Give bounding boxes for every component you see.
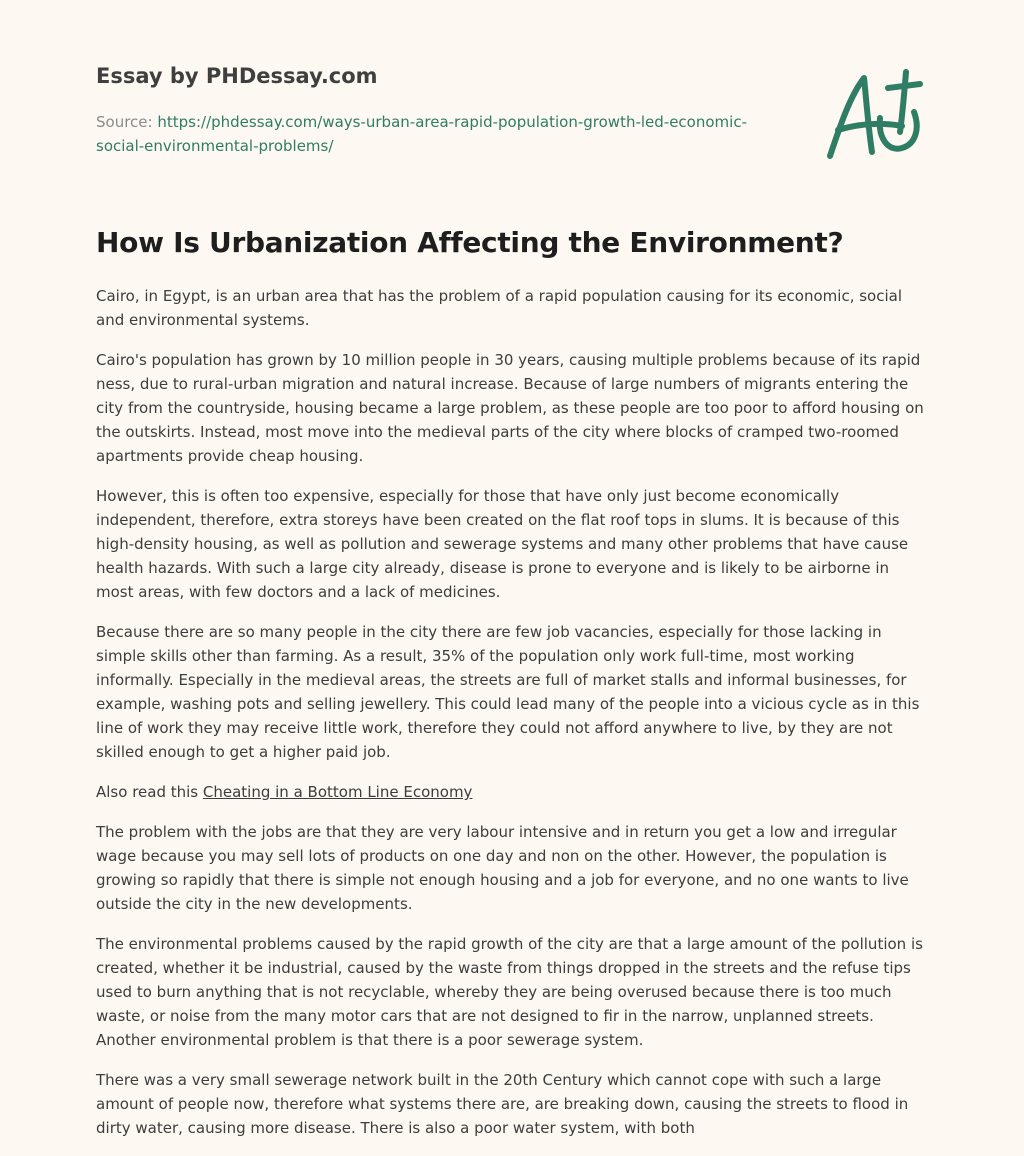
paragraph: The problem with the jobs are that they are very labour intensive and in return you get a low and irregular wage because you may sell lots of products on one day and non on the other. However, the population is growing so rapidly that there is simple not enough housing and a job for everyone, and no one wants to live outside the city in the new developments. — [96, 823, 909, 913]
a-plus-logo — [818, 66, 928, 166]
paragraph: However, this is often too expensive, especially for those that have only just become economically independent, therefore, extra storeys have been created on the flat roof tops in slums. It is because of this high-density housing, as well as pollution and sewerage systems and many other problems that have cause health hazards. With such a large city already, disease is prone to everyone and is likely to be airborne in most areas, with few doctors and a lack of medicines. — [96, 487, 909, 601]
paragraph: There was a very small sewerage network built in the 20th Century which cannot cope with such a large amount of people now, therefore what systems there are, are breaking down, causing the streets to flood in dirty water, causing more disease. There is also a poor water system, with both — [96, 1071, 909, 1137]
paragraph: Cairo, in Egypt, is an urban area that has the problem of a rapid population causing for its economic, social and environmental systems. — [96, 287, 902, 329]
essay-body — [96, 284, 928, 1156]
essay-title: How Is Urbanization Affecting the Environment? — [96, 226, 844, 259]
paragraph: The environmental problems caused by the rapid growth of the city are that a large amount of the pollution is created, whether it be industrial, caused by the waste from things dropped in the streets and the refuse tips used to burn anything that is not recyclable, whereby they are being overused because there is too much waste, or noise from the many motor cars that are not designed to fir in the narrow, unplanned streets. Another environmental problem is that there is a poor sewerage system. — [96, 935, 923, 1049]
also-read-link[interactable]: Cheating in a Bottom Line Economy — [202, 783, 473, 801]
paragraph: Cairo's population has grown by 10 million people in 30 years, causing multiple problems because of its rapid ness, due to rural-urban migration and natural increase. Because of large numbers of migrants entering the city from the countryside, housing became a large problem, as these people are too poor to afford housing on the outskirts. Instead, most move into the medieval parts of the city where blocks of cramped two-roomed apartments provide cheap housing. — [96, 351, 924, 465]
source-link[interactable]: https://phdessay.com/ways-urban-area-rapid-population-growth-led-economic-social-environmental-problems/ — [96, 113, 747, 155]
a-plus-logo-icon — [818, 66, 928, 166]
paragraph: Because there are so many people in the city there are few job vacancies, especially for those lacking in simple skills other than farming. As a result, 35% of the population only work full-time, most working informally. Especially in the medieval areas, the streets are full of market stalls and informal businesses, for example, washing pots and selling jewellery. This could lead many of the people into a vicious cycle as in this line of work they may receive little work, therefore they could not afford anywhere to live, by they are not skilled enough to get a higher paid job. — [96, 623, 920, 761]
also-read-prefix: Also read this — [96, 783, 199, 801]
source-line — [96, 110, 786, 158]
source-label: Source: — [96, 113, 153, 131]
also-read-line — [96, 780, 928, 804]
site-title: Essay by PHDessay.com — [96, 64, 378, 88]
